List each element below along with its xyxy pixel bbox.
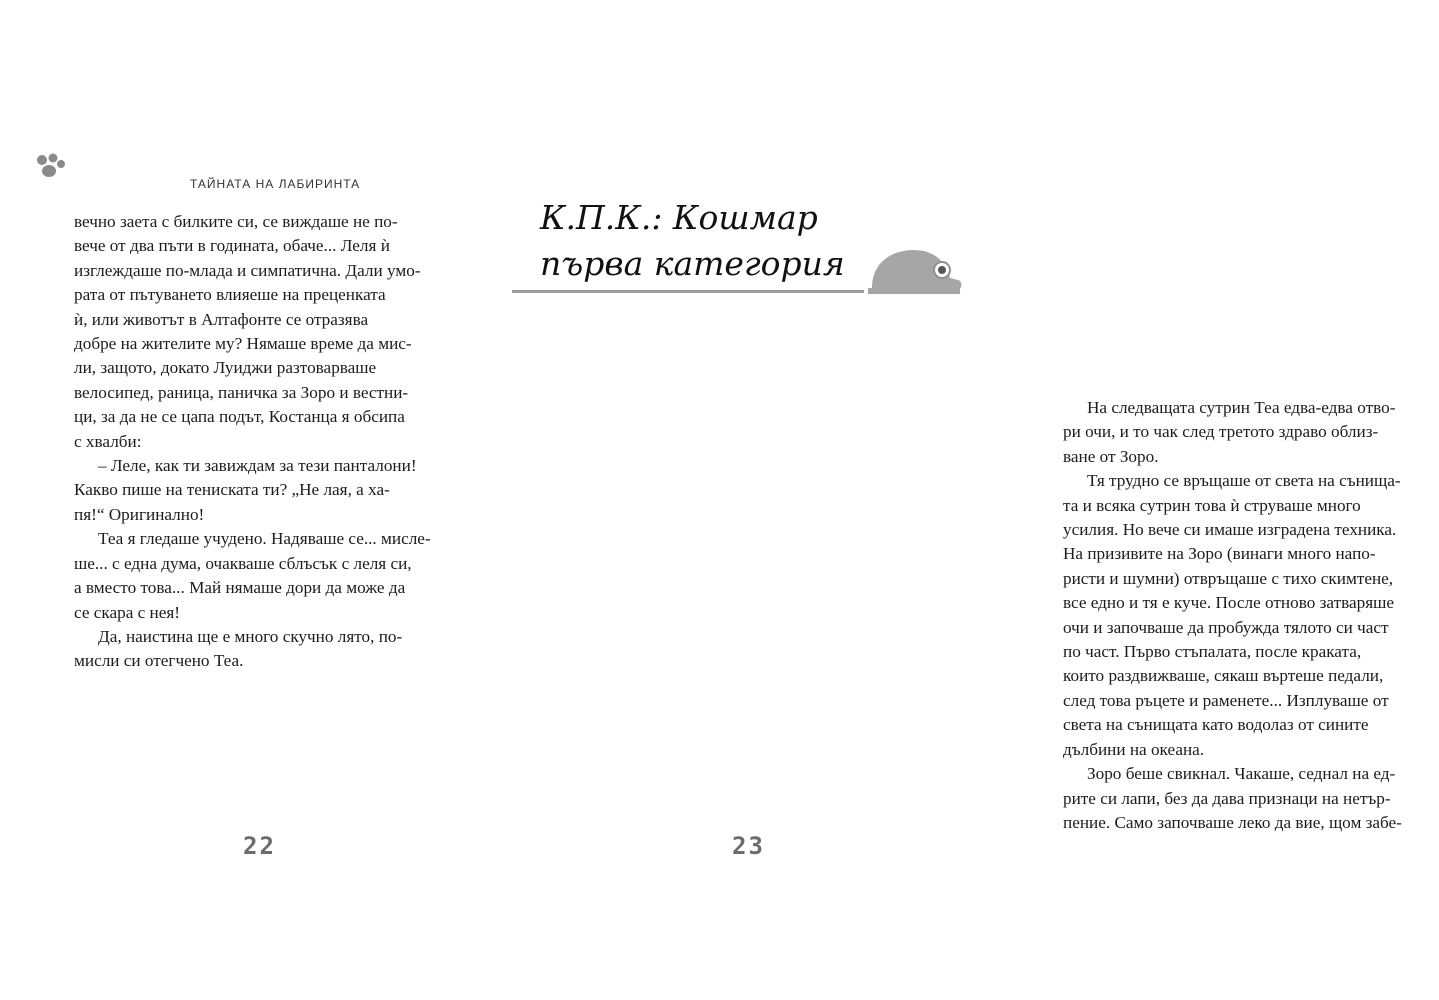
text-line: ци, за да не се цапа подът, Костанца я обсипа <box>74 407 405 427</box>
right-page-body <box>1063 396 1439 835</box>
left-page-body <box>74 210 470 674</box>
text-line: рата от пътуването влияеше на преценката <box>74 285 386 305</box>
text-line: Какво пише на тениската ти? „Не лая, а ха- <box>74 480 390 500</box>
text-line: света на сънищата като водолаз от сините <box>1063 715 1369 735</box>
paw-print-icon <box>34 152 66 180</box>
text-line: та и всяка сутрин това ѝ струваше много <box>1063 495 1361 515</box>
text-line: а вместо това... Май нямаше дори да може да <box>74 578 406 598</box>
text-line: се скара с нея! <box>74 602 181 622</box>
right-page <box>500 0 1402 1000</box>
text-line: вечно заета с билките си, се виждаше не по- <box>74 212 398 231</box>
text-line: На призивите на Зоро (винаги много напо- <box>1063 544 1376 564</box>
text-line: Зоро беше свикнал. Чакаше, седнал на ед- <box>1087 764 1396 784</box>
text-line: усилия. Но вече си имаше изградена техника. <box>1063 520 1397 540</box>
dialogue-line: – Леле, как ти завиждам за тези панталони! <box>98 456 417 476</box>
text-line: изглеждаше по-млада и симпатична. Дали умо- <box>74 260 421 280</box>
text-line: мисли си отегчено Теа. <box>74 651 244 671</box>
text-line: ѝ, или животът в Алтафонте се отразява <box>74 309 369 329</box>
page-number: 23 <box>732 832 765 860</box>
text-line: по част. Първо стъпалата, после краката, <box>1063 642 1362 662</box>
text-line: с хвалби: <box>74 431 142 451</box>
running-header: ТАЙНАТА НА ЛАБИРИНТА <box>190 177 361 191</box>
chapter-title-line-1: К.П.К.: Кошмар <box>540 198 818 237</box>
text-line: след това ръцете и раменете... Изплуваше от <box>1063 690 1389 710</box>
text-line: ше... с една дума, очакваше сблъсък с леля си, <box>74 553 412 573</box>
text-line: Теа я гледаше учудено. Надяваше се... мисле- <box>98 529 431 549</box>
text-line: добре на жителите му? Нямаше време да мис- <box>74 334 412 354</box>
text-line: очи и започваше да пробужда тялото си част <box>1063 617 1389 637</box>
text-line: ване от Зоро. <box>1063 446 1159 466</box>
text-line: пение. Само започваше леко да вие, щом забе- <box>1063 812 1402 832</box>
page-number: 22 <box>243 832 276 860</box>
text-line: които раздвижваше, сякаш въртеше педали, <box>1063 666 1384 686</box>
text-line: вече от два пъти в годината, обаче... Леля ѝ <box>74 236 390 256</box>
miner-helmet-icon <box>864 244 964 296</box>
text-line: дълбини на океана. <box>1063 739 1205 759</box>
text-line: все едно и тя е куче. После отново затваряше <box>1063 593 1394 613</box>
text-line: ли, защото, докато Луиджи разтоварваше <box>74 358 377 378</box>
text-line: пя!“ Оригинално! <box>74 504 205 524</box>
text-line: ри очи, и то чак след третото здраво облиз- <box>1063 422 1379 442</box>
text-line: ристи и шумни) отвръщаше с тихо скимтене, <box>1063 568 1394 588</box>
text-line: велосипед, раница, паничка за Зоро и вестни- <box>74 382 409 402</box>
text-line: рите си лапи, без да дава признаци на нетър- <box>1063 788 1391 808</box>
title-underline <box>512 290 864 293</box>
left-page <box>0 0 500 1000</box>
text-line: На следващата сутрин Теа едва-едва отво- <box>1087 398 1396 417</box>
chapter-title-line-2: първа категория <box>540 244 845 283</box>
text-line: Да, наистина ще е много скучно лято, по- <box>98 626 403 646</box>
text-line: Тя трудно се връщаше от света на сънища- <box>1087 471 1401 491</box>
